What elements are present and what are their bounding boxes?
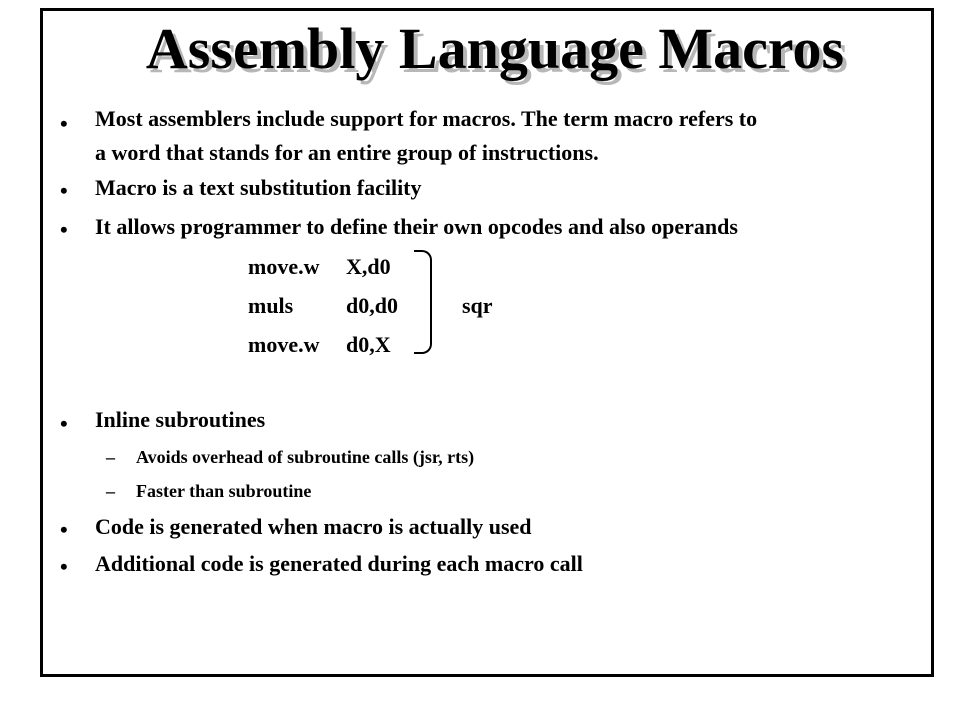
macro-bracket [414, 250, 432, 354]
bullet-5-text: Code is generated when macro is actually used [95, 514, 532, 539]
macro-name-label: sqr [462, 293, 493, 318]
sub-bullet-2-text: Faster than subroutine [136, 481, 312, 501]
sub-bullet-marker: – [106, 481, 115, 501]
code-line-2-op: muls [248, 293, 294, 318]
bullet-marker: • [60, 554, 68, 579]
bullet-3-text: It allows programmer to define their own opcodes and also operands [95, 214, 738, 239]
bullet-marker: • [60, 111, 68, 136]
bullet-marker: • [60, 178, 68, 203]
code-line-3-op: move.w [248, 332, 320, 357]
code-line-2-args: d0,d0 [346, 293, 398, 318]
bullet-2-text: Macro is a text substitution facility [95, 175, 422, 200]
sub-bullet-1-text: Avoids overhead of subroutine calls (jsr, rts) [136, 447, 475, 467]
code-line-1-op: move.w [248, 254, 320, 279]
code-line-1-args: X,d0 [346, 254, 391, 279]
bullet-6-text: Additional code is generated during each macro call [95, 551, 583, 576]
bullet-marker: • [60, 217, 68, 242]
bullet-marker: • [60, 411, 68, 436]
bullet-1-line-1: Most assemblers include support for macros. The term macro refers to [95, 106, 758, 131]
bullet-4-text: Inline subroutines [95, 407, 266, 432]
bullet-marker: • [60, 517, 68, 542]
slide-title: Assembly Language Macros [145, 16, 845, 81]
sub-bullet-marker: – [106, 447, 115, 467]
bullet-1-line-2: a word that stands for an entire group of instructions. [95, 140, 599, 165]
code-line-3-args: d0,X [346, 332, 391, 357]
